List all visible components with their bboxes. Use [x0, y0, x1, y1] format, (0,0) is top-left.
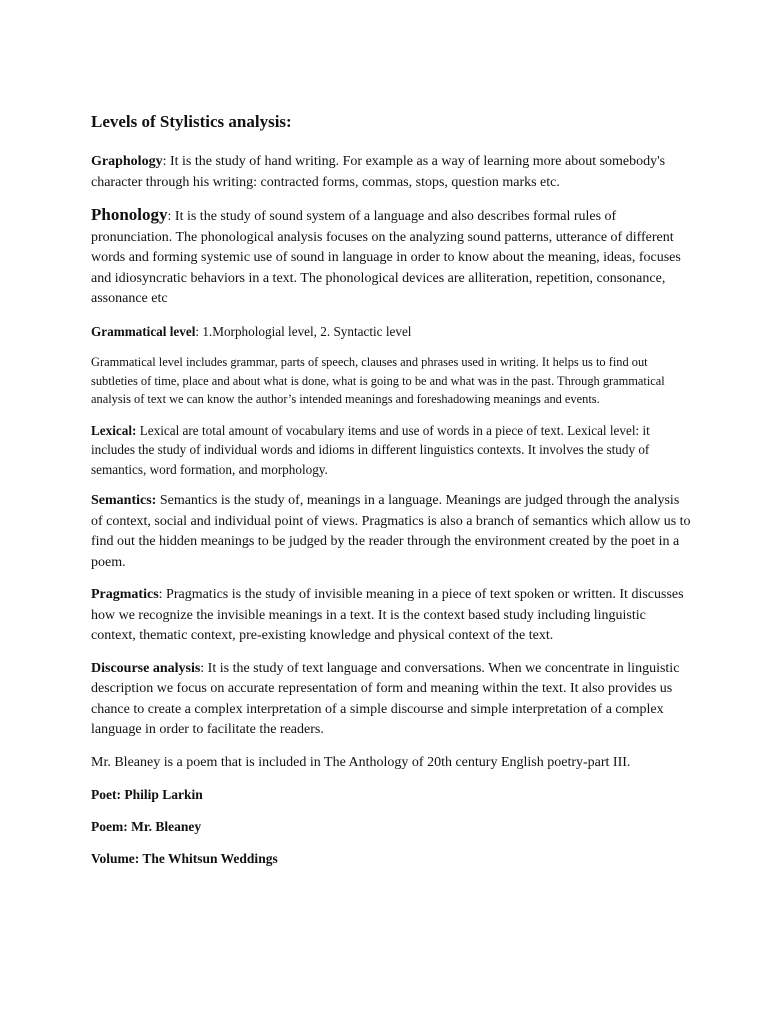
text-pragmatics: : Pragmatics is the study of invisible meaning in a piece of text spoken or written. It discusses how we recognize the invisible meanings in a text. It is the context based study including linguistic context, thematic context, pre-existing knowledge and physical context of the text.: [91, 587, 684, 643]
document-title: Levels of Stylistics analysis:: [91, 112, 292, 131]
poem-line: Poem: Mr. Bleaney: [91, 819, 202, 834]
paragraph-phonology: [91, 205, 691, 310]
paragraph-lexical: [91, 421, 691, 480]
paragraph-grammatical: [91, 322, 691, 342]
term-semantics: Semantics:: [91, 493, 157, 508]
poet-line: Poet: Philip Larkin: [91, 787, 203, 802]
term-graphology: Graphology: [91, 154, 163, 169]
paragraph-semantics: [91, 491, 691, 573]
term-pragmatics: Pragmatics: [91, 587, 159, 602]
text-discourse: : It is the study of text language and conversations. When we concentrate in linguistic description we focus on accurate representation of form and meaning within the text. It also provides us chance to create a complex interpretation of a simple discourse and simple interpretation of a complex language in order to facilitate the readers.: [91, 660, 680, 737]
term-discourse: Discourse analysis: [91, 660, 201, 676]
paragraph-grammatical-detail: Grammatical level includes grammar, parts of speech, clauses and phrases used in writing. It helps us to find out subtleties of time, place and about what is done, what is going to be and what was in the past. Through grammatical analysis of text we can know the author’s intended meanings and foreshadowing meanings and events.: [91, 355, 665, 406]
paragraph-discourse: [91, 659, 691, 741]
volume-line: Volume: The Whitsun Weddings: [91, 851, 278, 866]
text-graphology: : It is the study of hand writing. For example as a way of learning more about somebody's character through his writing: contracted forms, commas, stops, question marks etc.: [91, 154, 666, 190]
paragraph-pragmatics: [91, 585, 691, 647]
term-lexical: Lexical:: [91, 422, 137, 438]
text-grammatical: : 1.Morphologial level, 2. Syntactic level: [195, 323, 412, 339]
paragraph-poem-intro: Mr. Bleaney is a poem that is included in The Anthology of 20th century English poetry-part III.: [91, 754, 631, 770]
document-page: [91, 110, 691, 881]
term-grammatical: Grammatical level: [91, 323, 196, 339]
text-lexical: Lexical are total amount of vocabulary items and use of words in a piece of text. Lexical level: it includes the study of individual words and idioms in different linguistics contexts. It involves the study of semantics, word formation, and morphology.: [91, 422, 650, 477]
text-phonology: : It is the study of sound system of a language and also describes formal rules of pronunciation. The phonological analysis focuses on the analyzing sound patterns, utterance of different words and forming systemic use of sound in language in order to know about the meaning, ideas, focuses and idiosyncratic behaviors in a text. The phonological devices are alliteration, repetition, consonance, assonance etc: [91, 209, 681, 306]
text-semantics: Semantics is the study of, meanings in a language. Meanings are judged through the analysis of context, social and individual point of views. Pragmatics is also a branch of semantics which allow us to find out the hidden meanings to be judged by the reader through the environment created by the poet in a poem.: [91, 493, 691, 570]
paragraph-graphology: [91, 152, 691, 193]
term-phonology: Phonology: [91, 205, 168, 224]
